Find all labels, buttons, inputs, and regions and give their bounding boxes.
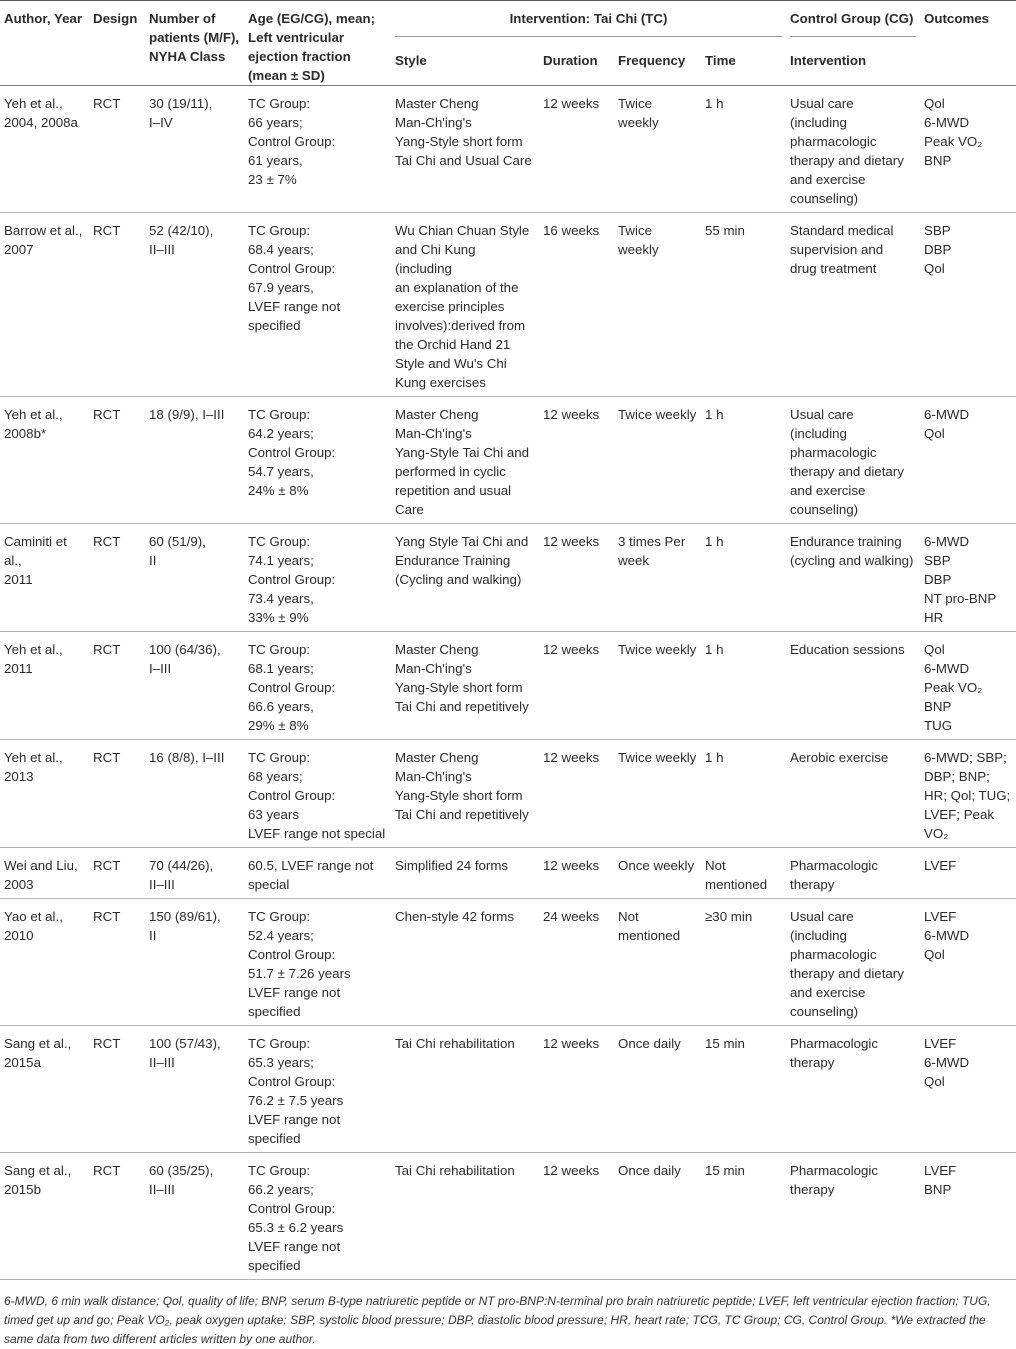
cell-design: RCT — [89, 213, 145, 397]
header-style: Style — [391, 44, 539, 85]
cell-patients: 60 (35/25), II–III — [145, 1153, 244, 1280]
cell-age: TC Group: 66 years; Control Group: 61 years, 23 ± 7% — [244, 86, 391, 213]
cell-time: 1 h — [701, 86, 786, 213]
cell-patients: 16 (8/8), I–III — [145, 740, 244, 848]
cell-time: 1 h — [701, 740, 786, 848]
cell-frequency: Once daily — [614, 1026, 701, 1153]
header-cg-intervention: Intervention — [786, 44, 920, 85]
cell-age: TC Group: 68.1 years; Control Group: 66.6 years, 29% ± 8% — [244, 632, 391, 740]
cell-author: Yeh et al., 2013 — [0, 740, 89, 848]
cell-patients: 70 (44/26), II–III — [145, 848, 244, 899]
table-row — [0, 1153, 1016, 1280]
cell-age: TC Group: 68 years; Control Group: 63 years LVEF range not special — [244, 740, 391, 848]
cell-outcomes: LVEF 6-MWD Qol — [920, 1026, 1016, 1153]
header-duration: Duration — [539, 44, 614, 85]
cell-outcomes: LVEF — [920, 848, 1016, 899]
cell-design: RCT — [89, 740, 145, 848]
cell-frequency: Twice weekly — [614, 632, 701, 740]
cell-time: 55 min — [701, 213, 786, 397]
cell-duration: 12 weeks — [539, 86, 614, 213]
cell-author: Yeh et al., 2008b* — [0, 397, 89, 524]
cell-style: Master Cheng Man-Ch'ing's Yang-Style short form Tai Chi and repetitively — [391, 632, 539, 740]
cell-design: RCT — [89, 632, 145, 740]
cell-age: TC Group: 65.3 years; Control Group: 76.2 ± 7.5 years LVEF range not specified — [244, 1026, 391, 1153]
cell-duration: 16 weeks — [539, 213, 614, 397]
cell-design: RCT — [89, 1153, 145, 1280]
cell-frequency: Twice weekly — [614, 740, 701, 848]
cell-author: Yao et al., 2010 — [0, 899, 89, 1026]
cell-time: 15 min — [701, 1153, 786, 1280]
header-intervention-group: Intervention: Tai Chi (TC) — [391, 1, 786, 45]
cell-outcomes: Qol 6-MWD Peak VO₂ BNP TUG — [920, 632, 1016, 740]
cell-style: Wu Chian Chuan Style and Chi Kung (including an explanation of the exercise principles involves):derived from the Orchid Hand 21 Style and Wu's Chi Kung exercises — [391, 213, 539, 397]
cell-outcomes: 6-MWD; SBP; DBP; BNP; HR; Qol; TUG; LVEF; Peak VO₂ — [920, 740, 1016, 848]
table-row — [0, 86, 1016, 213]
cell-patients: 150 (89/61), II — [145, 899, 244, 1026]
cell-age: TC Group: 64.2 years; Control Group: 54.7 years, 24% ± 8% — [244, 397, 391, 524]
table-row — [0, 848, 1016, 899]
cell-frequency: Once weekly — [614, 848, 701, 899]
header-time: Time — [701, 44, 786, 85]
cell-patients: 52 (42/10), II–III — [145, 213, 244, 397]
cell-duration: 24 weeks — [539, 899, 614, 1026]
cell-control: Usual care (including pharmacologic therapy and dietary and exercise counseling) — [786, 86, 920, 213]
cell-duration: 12 weeks — [539, 1153, 614, 1280]
cell-time: 15 min — [701, 1026, 786, 1153]
cell-control: Pharmacologic therapy — [786, 1026, 920, 1153]
table-header — [0, 1, 1016, 86]
cell-control: Standard medical supervision and drug treatment — [786, 213, 920, 397]
cell-frequency: 3 times Per week — [614, 524, 701, 632]
table-row — [0, 1026, 1016, 1153]
cell-style: Master Cheng Man-Ch'ing's Yang-Style short form Tai Chi and repetitively — [391, 740, 539, 848]
cell-patients: 100 (57/43), II–III — [145, 1026, 244, 1153]
cell-control: Usual care (including pharmacologic therapy and dietary and exercise counseling) — [786, 899, 920, 1026]
cell-design: RCT — [89, 86, 145, 213]
cell-design: RCT — [89, 397, 145, 524]
cell-duration: 12 weeks — [539, 632, 614, 740]
cell-control: Aerobic exercise — [786, 740, 920, 848]
cell-author: Caminiti et al., 2011 — [0, 524, 89, 632]
cell-style: Yang Style Tai Chi and Endurance Training (Cycling and walking) — [391, 524, 539, 632]
header-author: Author, Year — [0, 1, 89, 86]
cell-outcomes: LVEF 6-MWD Qol — [920, 899, 1016, 1026]
cell-author: Sang et al., 2015a — [0, 1026, 89, 1153]
cell-time: ≥30 min — [701, 899, 786, 1026]
table-row — [0, 740, 1016, 848]
cell-frequency: Not mentioned — [614, 899, 701, 1026]
cell-design: RCT — [89, 899, 145, 1026]
cell-patients: 60 (51/9), II — [145, 524, 244, 632]
table-row — [0, 524, 1016, 632]
cell-frequency: Twice weekly — [614, 86, 701, 213]
cell-patients: 18 (9/9), I–III — [145, 397, 244, 524]
cell-design: RCT — [89, 524, 145, 632]
header-frequency: Frequency — [614, 44, 701, 85]
cell-duration: 12 weeks — [539, 397, 614, 524]
cell-frequency: Once daily — [614, 1153, 701, 1280]
cell-patients: 30 (19/11), I–IV — [145, 86, 244, 213]
cell-control: Education sessions — [786, 632, 920, 740]
cell-design: RCT — [89, 848, 145, 899]
cell-time: 1 h — [701, 524, 786, 632]
cell-outcomes: SBP DBP Qol — [920, 213, 1016, 397]
cell-author: Barrow et al., 2007 — [0, 213, 89, 397]
cell-style: Master Cheng Man-Ch'ing's Yang-Style Tai Chi and performed in cyclic repetition and usual Care — [391, 397, 539, 524]
cell-author: Yeh et al., 2004, 2008a — [0, 86, 89, 213]
cell-age: TC Group: 74.1 years; Control Group: 73.4 years, 33% ± 9% — [244, 524, 391, 632]
table-row — [0, 397, 1016, 524]
header-control-group: Control Group (CG) — [786, 1, 920, 45]
table-body — [0, 86, 1016, 1280]
cell-design: RCT — [89, 1026, 145, 1153]
cell-control: Pharmacologic therapy — [786, 1153, 920, 1280]
cell-time: 1 h — [701, 632, 786, 740]
cell-patients: 100 (64/36), I–III — [145, 632, 244, 740]
cell-duration: 12 weeks — [539, 740, 614, 848]
header-outcomes: Outcomes — [920, 1, 1016, 86]
cell-style: Tai Chi rehabilitation — [391, 1026, 539, 1153]
cell-age: TC Group: 66.2 years; Control Group: 65.3 ± 6.2 years LVEF range not specified — [244, 1153, 391, 1280]
cell-duration: 12 weeks — [539, 524, 614, 632]
cell-style: Simplified 24 forms — [391, 848, 539, 899]
cell-duration: 12 weeks — [539, 848, 614, 899]
cell-outcomes: 6-MWD SBP DBP NT pro-BNP HR — [920, 524, 1016, 632]
cell-author: Sang et al., 2015b — [0, 1153, 89, 1280]
cell-time: Not mentioned — [701, 848, 786, 899]
cell-control: Pharmacologic therapy — [786, 848, 920, 899]
cell-frequency: Twice weekly — [614, 213, 701, 397]
table-row — [0, 213, 1016, 397]
table-row — [0, 899, 1016, 1026]
cell-outcomes: LVEF BNP — [920, 1153, 1016, 1280]
cell-outcomes: Qol 6-MWD Peak VO₂ BNP — [920, 86, 1016, 213]
cell-outcomes: 6-MWD Qol — [920, 397, 1016, 524]
cell-style: Chen-style 42 forms — [391, 899, 539, 1026]
cell-age: TC Group: 68.4 years; Control Group: 67.9 years, LVEF range not specified — [244, 213, 391, 397]
cell-age: 60.5, LVEF range not special — [244, 848, 391, 899]
header-patients: Number of patients (M/F), NYHA Class — [145, 1, 244, 86]
cell-age: TC Group: 52.4 years; Control Group: 51.7 ± 7.26 years LVEF range not specified — [244, 899, 391, 1026]
table-footnote: 6-MWD, 6 min walk distance; Qol, quality of life; BNP, serum B-type natriuretic peptide or NT pro-BNP:N-terminal pro brain natriuretic peptide; LVEF, left ventricular ejection fraction; TUG, timed get up and go; Peak VO₂, peak oxygen uptake; SBP, systolic blood pressure; DBP, diastolic blood pressure; HR, heart rate; TCG, TC Group; CG, Control Group. *We extracted the same data from two different articles written by one author. — [0, 1280, 1016, 1349]
table-footer — [0, 1280, 1016, 1349]
cell-control: Usual care (including pharmacologic therapy and dietary and exercise counseling) — [786, 397, 920, 524]
header-design: Design — [89, 1, 145, 86]
cell-author: Wei and Liu, 2003 — [0, 848, 89, 899]
cell-style: Tai Chi rehabilitation — [391, 1153, 539, 1280]
cell-duration: 12 weeks — [539, 1026, 614, 1153]
cell-author: Yeh et al., 2011 — [0, 632, 89, 740]
cell-frequency: Twice weekly — [614, 397, 701, 524]
header-age-lvef: Age (EG/CG), mean; Left ventricular ejection fraction (mean ± SD) — [244, 1, 391, 86]
cell-style: Master Cheng Man-Ch'ing's Yang-Style short form Tai Chi and Usual Care — [391, 86, 539, 213]
cell-time: 1 h — [701, 397, 786, 524]
table-row — [0, 632, 1016, 740]
cell-control: Endurance training (cycling and walking) — [786, 524, 920, 632]
